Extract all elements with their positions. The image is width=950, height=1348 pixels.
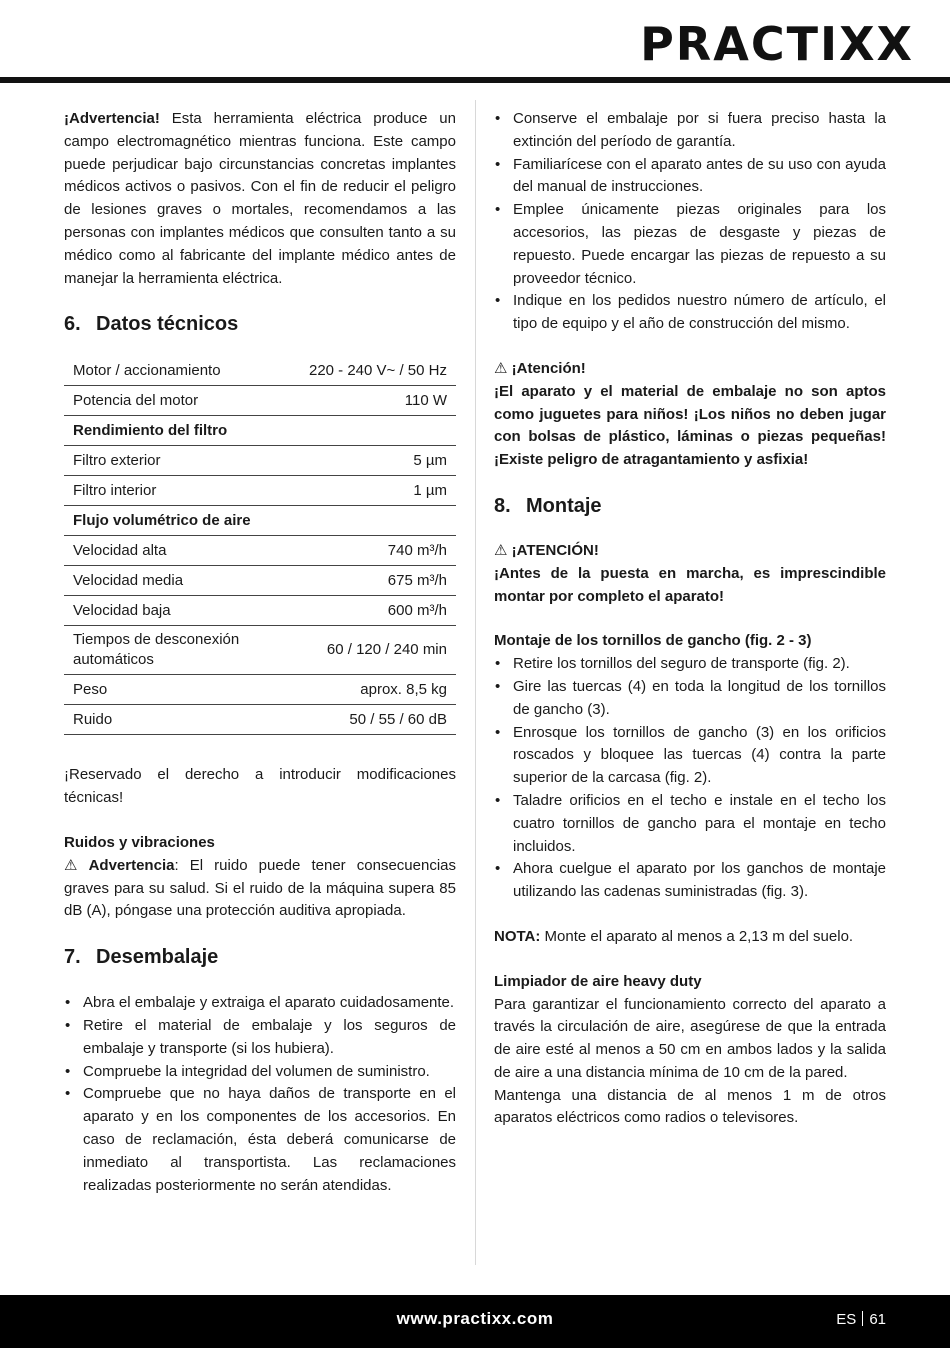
list-item: • Conserve el embalaje por si fuera preciso hasta la extinción del período de garantía. [494,108,886,154]
unpacking-list [64,992,456,1197]
list-item: • Compruebe la integridad del volumen de suministro. [64,1061,456,1084]
spec-value: 220 - 240 V~ / 50 Hz [300,356,456,386]
spec-label: Motor / accionamiento [64,356,300,386]
list-item: • Emplee únicamente piezas originales para los accesorios, las piezas de desgaste y piezas de repuesto. Puede encargar las piezas de repuesto a su proveedor técnico. [494,199,886,290]
emf-warning-text: Esta herramienta eléctrica produce un campo electromagnético mientras funciona. Este campo puede perjudicar bajo circunstancias concretas implantes médicos activos o pasivos. Con el fin de reducir el peligro de lesiones graves o mortales, recomendamos a las personas con implantes médicos que consulten tanto a su médico como al fabricante del implante médico antes de manejar la herramienta eléctrica. [64,110,456,287]
section-6-heading [64,311,456,337]
reserved-notice: ¡Reservado el derecho a introducir modificaciones técnicas! [64,766,456,807]
spec-label: Velocidad alta [64,536,300,566]
spec-label: Velocidad media [64,566,300,596]
spec-label: Peso [64,675,300,705]
warning-triangle-icon: ⚠ [494,359,508,377]
section-7-title: Desembalaje [96,946,219,969]
emf-warning-lead: ¡Advertencia! [64,110,160,127]
language-code: ES [836,1311,857,1328]
section-8-title: Montaje [526,494,602,517]
list-item: • Gire las tuercas (4) en toda la longitud de los tornillos de gancho (3). [494,676,886,722]
attention-title [494,358,886,381]
spec-value: 675 m³/h [300,566,456,596]
note-lead: NOTA: [494,927,541,945]
spec-row [64,675,456,705]
list-item: • Indique en los pedidos nuestro número de artículo, el tipo de equipo y el año de construcción del mismo. [494,290,886,336]
website-link[interactable]: www.practixx.com [396,1309,554,1328]
warning-triangle-icon: ⚠ [494,541,508,559]
list-item: • Abra el embalaje y extraiga el aparato cuidadosamente. [64,992,456,1015]
footer-bar [0,1295,950,1348]
note-text: Monte el aparato al menos a 2,13 m del suelo. [540,927,854,945]
attention2-title-text: ¡ATENCIÓN! [511,541,599,559]
spec-row [64,536,456,566]
noise-warning [64,855,456,923]
list-item: • Taladre orificios en el techo e instale en el techo los cuatro tornillos de gancho para el montaje en techo incluidos. [494,790,886,858]
section-6-title: Datos técnicos [96,313,239,336]
page-indicator [836,1309,886,1332]
spec-value [300,416,456,446]
spec-row [64,446,456,476]
spec-row [64,386,456,416]
list-item: • Retire los tornillos del seguro de transporte (fig. 2). [494,653,886,676]
spec-value: 740 m³/h [300,536,456,566]
spec-label: Ruido [64,705,300,735]
section-7-number: 7. [64,946,81,969]
list-item: • Compruebe que no haya daños de transporte en el aparato y en los componentes de los accesorios. En caso de reclamación, ésta deberá comunicarse de inmediato al transportista. Las reclamaciones realizadas posteriormente no serán atendidas. [64,1083,456,1197]
spec-value: 50 / 55 / 60 dB [300,705,456,735]
attention-title-text: ¡Atención! [511,359,586,377]
noise-warning-text: : El ruido puede tener consecuencias graves para su salud. Si el ruido de la máquina supera 85 dB (A), póngase una protección auditiva apropiada. [64,856,457,920]
emf-warning [64,108,456,290]
spec-value: 1 µm [300,476,456,506]
attention-text: ¡El aparato y el material de embalaje no son aptos como juguetes para niños! ¡Los niños no deben jugar con bolsas de plástico, láminas o piezas pequeñas! ¡Existe peligro de atragantamiento y asfixia! [494,382,886,469]
section-7-heading [64,944,456,970]
spec-value: 5 µm [300,446,456,476]
left-column [64,108,456,1197]
brand-logo: PRACTIXX [640,17,914,71]
right-column [494,108,886,1130]
spec-table [64,356,456,735]
list-item: • Ahora cuelgue el aparato por los ganchos de montaje utilizando las cadenas suministradas (fig. 3). [494,858,886,904]
spec-group-row [64,506,456,536]
spec-value: 60 / 120 / 240 min [300,626,456,675]
header-rule [0,77,950,83]
list-item: • Enrosque los tornillos de gancho (3) en los orificios roscados y bloquee las tuercas (4) contra la parte superior de la carcasa (fig. 2). [494,722,886,790]
spec-row [64,566,456,596]
spec-label: Filtro interior [64,476,300,506]
note [494,926,886,949]
spec-group-label: Rendimiento del filtro [64,416,300,446]
attention2-title [494,540,886,563]
spec-label: Potencia del motor [64,386,300,416]
warning-triangle-icon: ⚠ [64,856,78,874]
spec-group-label: Flujo volumétrico de aire [64,506,300,536]
section-8-number: 8. [494,494,511,517]
spec-row [64,356,456,386]
section-6-number: 6. [64,313,81,336]
cleaner-text-1: Para garantizar el funcionamiento correcto del aparato a través la circulación de aire, asegúrese de que la entrada de aire esté al menos a 50 cm en ambos lados y la salida de aire a una distancia mínima de 10 cm de la pared. [494,995,886,1081]
page-separator [862,1311,863,1326]
spec-label: Filtro exterior [64,446,300,476]
column-divider [475,100,476,1265]
spec-row [64,626,456,675]
spec-label: Tiempos de desconexión automáticos [64,626,300,675]
attention2-text: ¡Antes de la puesta en marcha, es imprescindible montar por completo el aparato! [494,564,886,605]
packaging-list [494,108,886,336]
spec-value [300,506,456,536]
list-item: • Familiarícese con el aparato antes de su uso con ayuda del manual de instrucciones. [494,154,886,200]
spec-value: 110 W [300,386,456,416]
spec-label: Velocidad baja [64,596,300,626]
noise-warning-lead: Advertencia [88,856,175,874]
spec-value: 600 m³/h [300,596,456,626]
cleaner-text-2: Mantenga una distancia de al menos 1 m de otros aparatos eléctricos como radios o televisores. [494,1086,886,1127]
hooks-heading: Montaje de los tornillos de gancho (fig. 2 - 3) [494,632,812,650]
spec-row [64,705,456,735]
spec-group-row [64,416,456,446]
spec-row [64,476,456,506]
cleaner-heading: Limpiador de aire heavy duty [494,972,702,990]
page-number: 61 [869,1311,886,1328]
section-8-heading [494,493,886,519]
spec-value: aprox. 8,5 kg [300,675,456,705]
list-item: • Retire el material de embalaje y los seguros de embalaje y transporte (si los hubiera). [64,1015,456,1061]
hooks-list [494,653,886,904]
noise-heading: Ruidos y vibraciones [64,833,215,851]
spec-row [64,596,456,626]
